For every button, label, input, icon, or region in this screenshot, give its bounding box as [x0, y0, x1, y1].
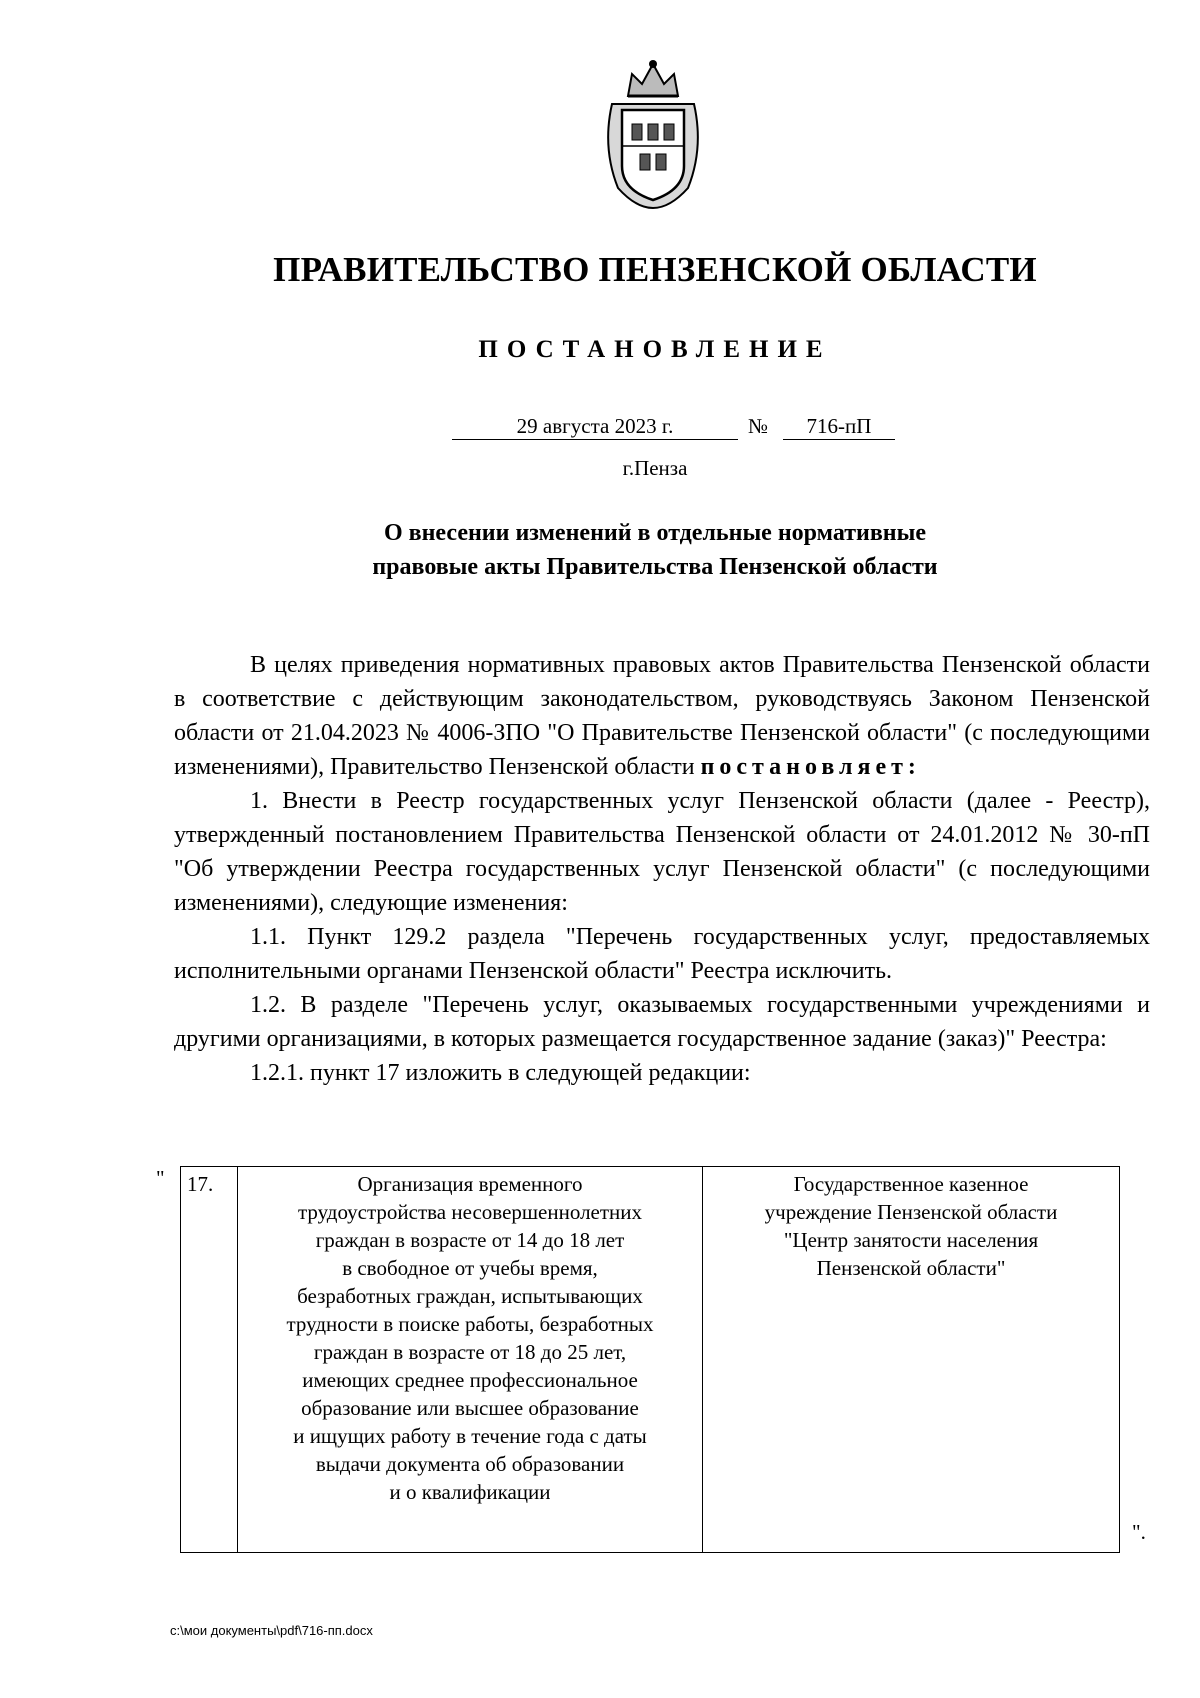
service-line: граждан в возрасте от 14 до 18 лет	[315, 1228, 625, 1252]
document-number: 716-пП	[783, 413, 895, 440]
document-type: ПОСТАНОВЛЕНИЕ	[478, 336, 832, 363]
service-line: безработных граждан, испытывающих	[297, 1284, 643, 1308]
service-line: и ищущих работу в течение года с даты	[293, 1424, 647, 1448]
number-sign: №	[748, 414, 769, 438]
city: г.Пенза	[622, 456, 688, 480]
organization-cell	[703, 1167, 1120, 1553]
service-line: имеющих среднее профессиональное	[302, 1368, 638, 1392]
quote-close: ".	[1132, 1520, 1146, 1544]
subject-line: правовые акты Правительства Пензенской области	[372, 554, 938, 580]
service-line: Организация временного	[357, 1172, 583, 1196]
org-line: "Центр занятости населения	[783, 1228, 1039, 1252]
service-line: в свободное от учебы время,	[342, 1256, 598, 1280]
document-body	[174, 648, 1150, 1090]
subject-line: О внесении изменений в отдельные нормативные	[383, 520, 927, 546]
item-1-2: 1.2. В разделе "Перечень услуг, оказываемых государственными учреждениями и другими организациями, в которых размещается государственное задание (заказ)" Реестра:	[174, 992, 1150, 1052]
document-subject	[0, 516, 1200, 584]
service-line: и о квалификации	[389, 1480, 551, 1504]
item-1-1: 1.1. Пункт 129.2 раздела "Перечень государственных услуг, предоставляемых исполнительными органами Пензенской области" Реестра исключить.	[174, 924, 1150, 984]
service-line: граждан в возрасте от 18 до 25 лет,	[313, 1340, 627, 1364]
service-line: выдачи документа об образовании	[315, 1452, 625, 1476]
org-line: Пензенской области"	[816, 1256, 1006, 1280]
row-number-cell: 17.	[181, 1167, 238, 1553]
coat-of-arms-icon	[598, 58, 708, 210]
service-line: трудности в поиске работы, безработных	[286, 1312, 654, 1336]
file-path: c:\мои документы\pdf\716-пп.docx	[170, 1623, 373, 1638]
preamble-paragraph	[174, 648, 1150, 784]
organization-title: ПРАВИТЕЛЬСТВО ПЕНЗЕНСКОЙ ОБЛАСТИ	[273, 250, 1037, 289]
document-date: 29 августа 2023 г.	[452, 413, 738, 440]
service-line: трудоустройства несовершеннолетних	[297, 1200, 643, 1224]
org-line: учреждение Пензенской области	[764, 1200, 1058, 1224]
service-name-cell	[238, 1167, 703, 1553]
service-line: образование или высшее образование	[301, 1396, 639, 1420]
table-row	[181, 1167, 1120, 1553]
quote-open: "	[156, 1166, 165, 1190]
item-1-2-1: 1.2.1. пункт 17 изложить в следующей редакции:	[250, 1060, 751, 1086]
org-line: Государственное казенное	[793, 1172, 1029, 1196]
item-1: 1. Внести в Реестр государственных услуг Пензенской области (далее - Реестр), утвержденный постановлением Правительства Пензенской области от 24.01.2012 № 30-пП "Об утверждении Реестра государственных услуг Пензенской области" (с последующими изменениями), следующие изменения:	[174, 788, 1150, 916]
amendment-table	[180, 1166, 1120, 1553]
preamble-text: В целях приведения нормативных правовых актов Правительства Пензенской области в соответствие с действующим законодательством, руководствуясь Законом Пензенской области от 21.04.2023 № 4006-ЗПО "О Правительстве Пензенской области" (с последующими изменениями), Правительство Пензенской области	[174, 652, 1150, 780]
decree-word: постановляет:	[700, 754, 921, 780]
